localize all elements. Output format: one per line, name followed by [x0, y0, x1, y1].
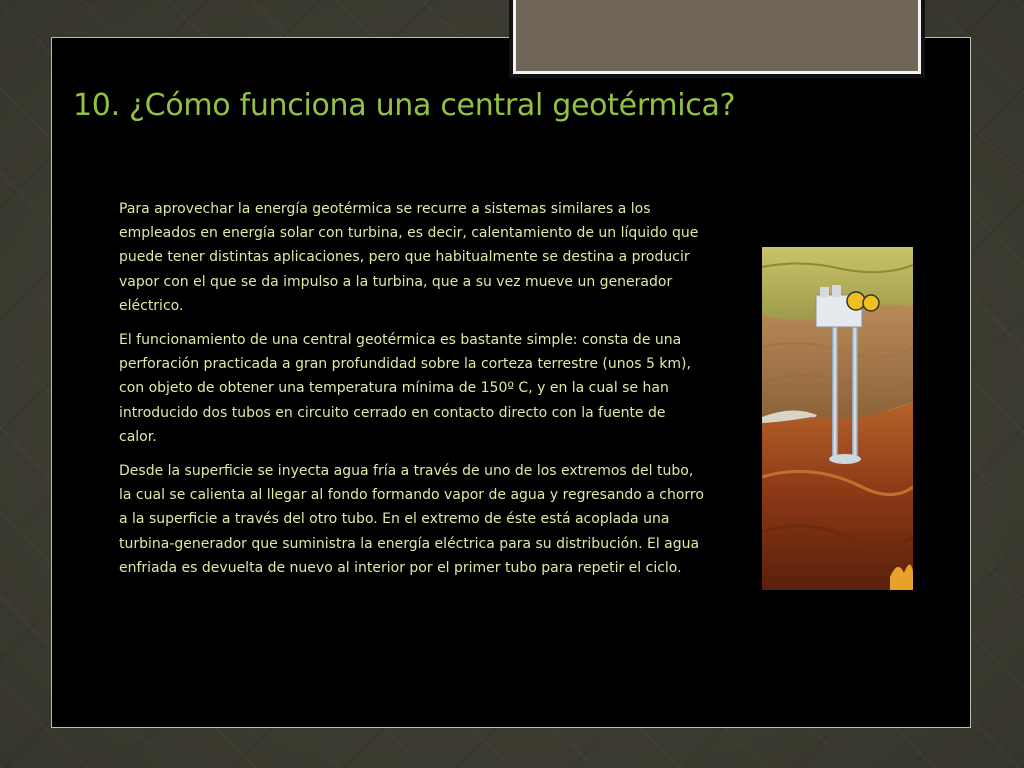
pipe-left: [832, 327, 838, 459]
top-tab-decoration: [509, 0, 925, 78]
geothermal-plant-cross-section-icon: [762, 247, 913, 590]
paragraph-3: Desde la superficie se inyecta agua fría a través de uno de los extremos del tubo, la cual se calienta al llegar al fondo formando vapor de agua y regresando a chorro a la superficie a través del otro tubo. En el extremo de éste está acoplada una turbina-generador que suministra la energía eléctrica para su distribución. El agua enfriada es devuelta de nuevo al interior por el primer tubo para repetir el ciclo.: [119, 463, 704, 576]
paragraph-2: El funcionamiento de una central geotérmica es bastante simple: consta de una perforación practicada a gran profundidad sobre la corteza terrestre (unos 5 km), con objeto de obtener una temperatura mínima de 150º C, y en la cual se han introducido dos tubos en circuito cerrado en contacto directo con la fuente de calor.: [119, 332, 691, 445]
pipe-base: [829, 454, 861, 464]
body-text: [119, 197, 704, 590]
generator-icon: [863, 295, 879, 311]
pipe-right: [852, 325, 858, 459]
paragraph-1: Para aprovechar la energía geotérmica se recurre a sistemas similares a los empleados en energía solar con turbina, es decir, calentamiento de un líquido que puede tener distintas aplicaciones, pero que habitualmente se destina a producir vapor con el que se da impulso a la turbina, que a su vez mueve un generador eléctrico.: [119, 201, 699, 314]
geothermal-plant-illustration: [762, 247, 913, 590]
slide-title: 10. ¿Cómo funciona una central geotérmica?: [73, 88, 736, 123]
chimney: [832, 285, 841, 297]
chimney: [820, 287, 829, 297]
top-tab-panel: [513, 0, 921, 74]
turbine-icon: [847, 292, 865, 310]
